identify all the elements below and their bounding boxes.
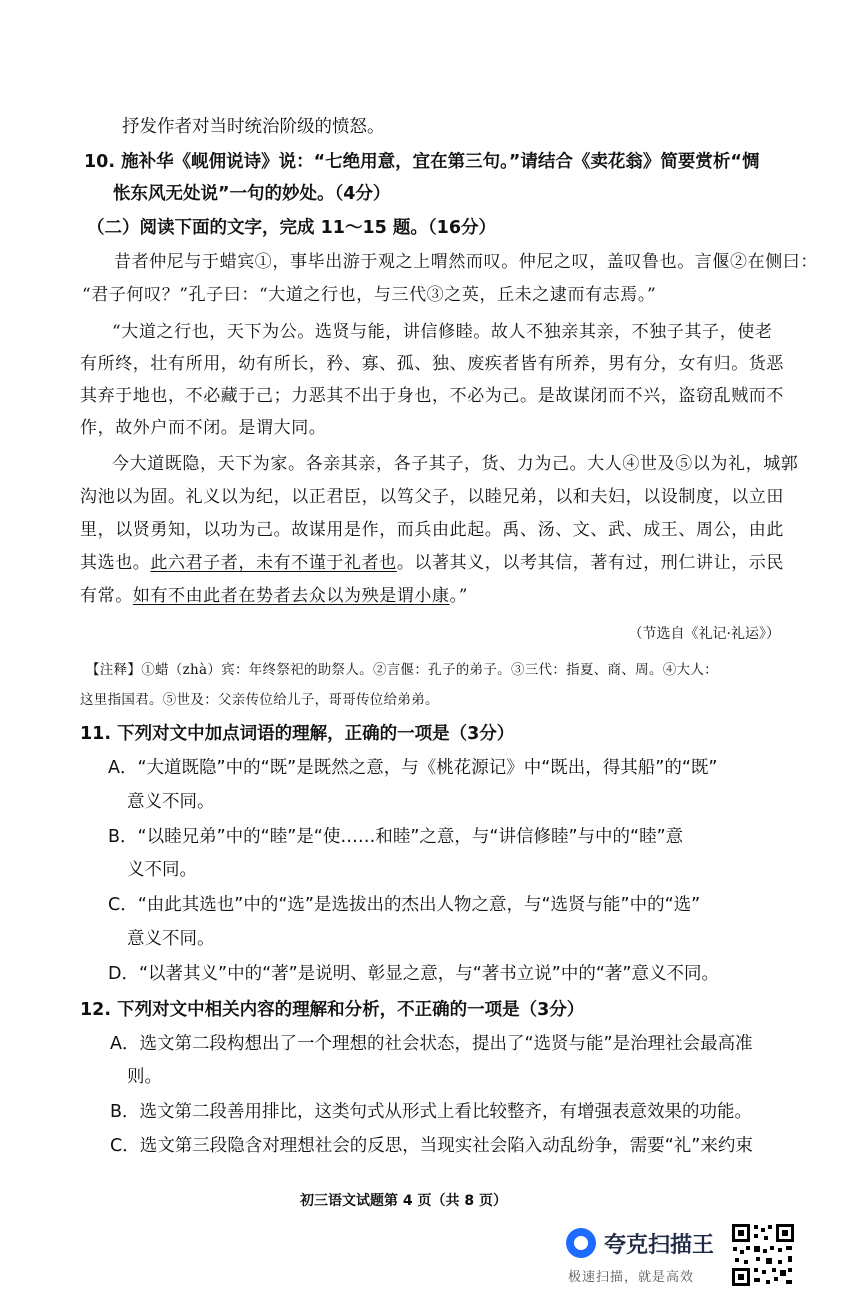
section-heading: （二）阅读下面的文字，完成 11～15 题。（16分） — [87, 218, 496, 238]
q11-option-d-line1: D．“以著其义”中的“著”是说明、彰显之意，与“著书立说”中的“著”意义不同。 — [108, 964, 720, 984]
note-line2: 这里指国君。⑤世及：父亲传位给儿子，哥哥传位给弟弟。 — [80, 692, 439, 708]
continuation-line: 抒发作者对当时统治阶级的愤怒。 — [122, 117, 385, 137]
passage-text: 。以著其义，以考其信，著有过，刑仁讲让，示民 — [396, 553, 785, 573]
q11-option-a-line1: A．“大道既隐”中的“既”是既然之意，与《桃花源记》中“既出，得其船”的“既” — [108, 758, 718, 778]
q11-option-c-line1: C．“由此其选也”中的“选”是选拔出的杰出人物之意，与“选贤与能”中的“选” — [108, 895, 701, 915]
underlined-sentence-2: 如有不由此者在势者去众以为殃是谓小康 — [132, 586, 450, 606]
passage-p3-line4 — [80, 551, 784, 575]
passage-p1-line1: 昔者仲尼与于蜡宾①，事毕出游于观之上喟然而叹。仲尼之叹，盖叹鲁也。言偃②在侧曰： — [114, 252, 818, 272]
page-footer: 初三语文试题第 4 页（共 8 页） — [300, 1193, 507, 1209]
note-line1: 【注释】①蜡（zhà）宾：年终祭祀的助祭人。②言偃：孔子的弟子。③三代：指夏、商、周。④大人： — [86, 662, 718, 678]
passage-p1-line2: “君子何叹？”孔子曰：“大道之行也，与三代③之英，丘未之逮而有志焉。” — [82, 285, 657, 305]
passage-p3-line1: 今大道既隐，天下为家。各亲其亲，各子其子，货、力为己。大人④世及⑤以为礼，城郭 — [112, 454, 799, 474]
quark-logo-icon — [566, 1228, 596, 1258]
passage-p2-line2: 有所终，壮有所用，幼有所长，矜、寡、孤、独、废疾者皆有所养，男有分，女有归。货恶 — [80, 354, 784, 374]
q10-line1: 10. 施补华《岘佣说诗》说：“七绝用意，宜在第三句。”请结合《卖花翁》简要赏析“惆 — [84, 152, 760, 172]
passage-p2-line3: 其弃于地也，不必藏于己；力恶其不出于身也，不必为己。是故谋闭而不兴，盗窃乱贼而不 — [80, 386, 784, 406]
scanner-tagline: 极速扫描，就是高效 — [568, 1270, 695, 1285]
passage-text: 有常。 — [80, 586, 133, 606]
q11-option-c-line2: 意义不同。 — [127, 929, 215, 949]
q11-stem: 11. 下列对文中加点词语的理解，正确的一项是（3分） — [80, 724, 515, 744]
passage-p2-line4: 作，故外户而不闭。是谓大同。 — [80, 418, 327, 438]
passage-p3-line5 — [80, 584, 468, 608]
q12-option-a-line1: A．选文第二段构想出了一个理想的社会状态，提出了“选贤与能”是治理社会最高准 — [110, 1034, 753, 1054]
passage-p3-line3: 里，以贤勇知，以功为己。故谋用是作，而兵由此起。禹、汤、文、武、成王、周公，由此 — [80, 520, 784, 540]
passage-p3-line2: 沟池以为固。礼义以为纪，以正君臣，以笃父子，以睦兄弟，以和夫妇，以设制度，以立田 — [80, 487, 784, 507]
scanner-watermark — [566, 1224, 736, 1294]
q10-line2: 怅东风无处说”一句的妙处。（4分） — [113, 184, 391, 204]
passage-text: 。” — [449, 586, 469, 606]
q12-stem: 12. 下列对文中相关内容的理解和分析，不正确的一项是（3分） — [80, 1000, 585, 1020]
passage-p2-line1: “大道之行也，天下为公。选贤与能，讲信修睦。故人不独亲其亲，不独子其子，使老 — [112, 322, 773, 342]
qr-code-icon — [730, 1222, 796, 1288]
passage-source: （节选自《礼记·礼运》） — [628, 626, 780, 642]
scanner-brand-name: 夸克扫描王 — [604, 1233, 715, 1258]
q11-option-b-line2: 义不同。 — [127, 860, 197, 880]
underlined-sentence-1: 此六君子者，未有不谨于礼者也 — [150, 553, 397, 573]
q11-option-b-line1: B．“以睦兄弟”中的“睦”是“使……和睦”之意，与“讲信修睦”与中的“睦”意 — [108, 827, 684, 847]
q12-option-c-line1: C．选文第三段隐含对理想社会的反思，当现实社会陷入动乱纷争，需要“礼”来约束 — [110, 1136, 753, 1156]
q12-option-b-line1: B．选文第二段善用排比，这类句式从形式上看比较整齐，有增强表意效果的功能。 — [110, 1102, 753, 1122]
q11-option-a-line2: 意义不同。 — [127, 792, 215, 812]
passage-text: 其选也。 — [80, 553, 151, 573]
q12-option-a-line2: 则。 — [127, 1067, 162, 1087]
